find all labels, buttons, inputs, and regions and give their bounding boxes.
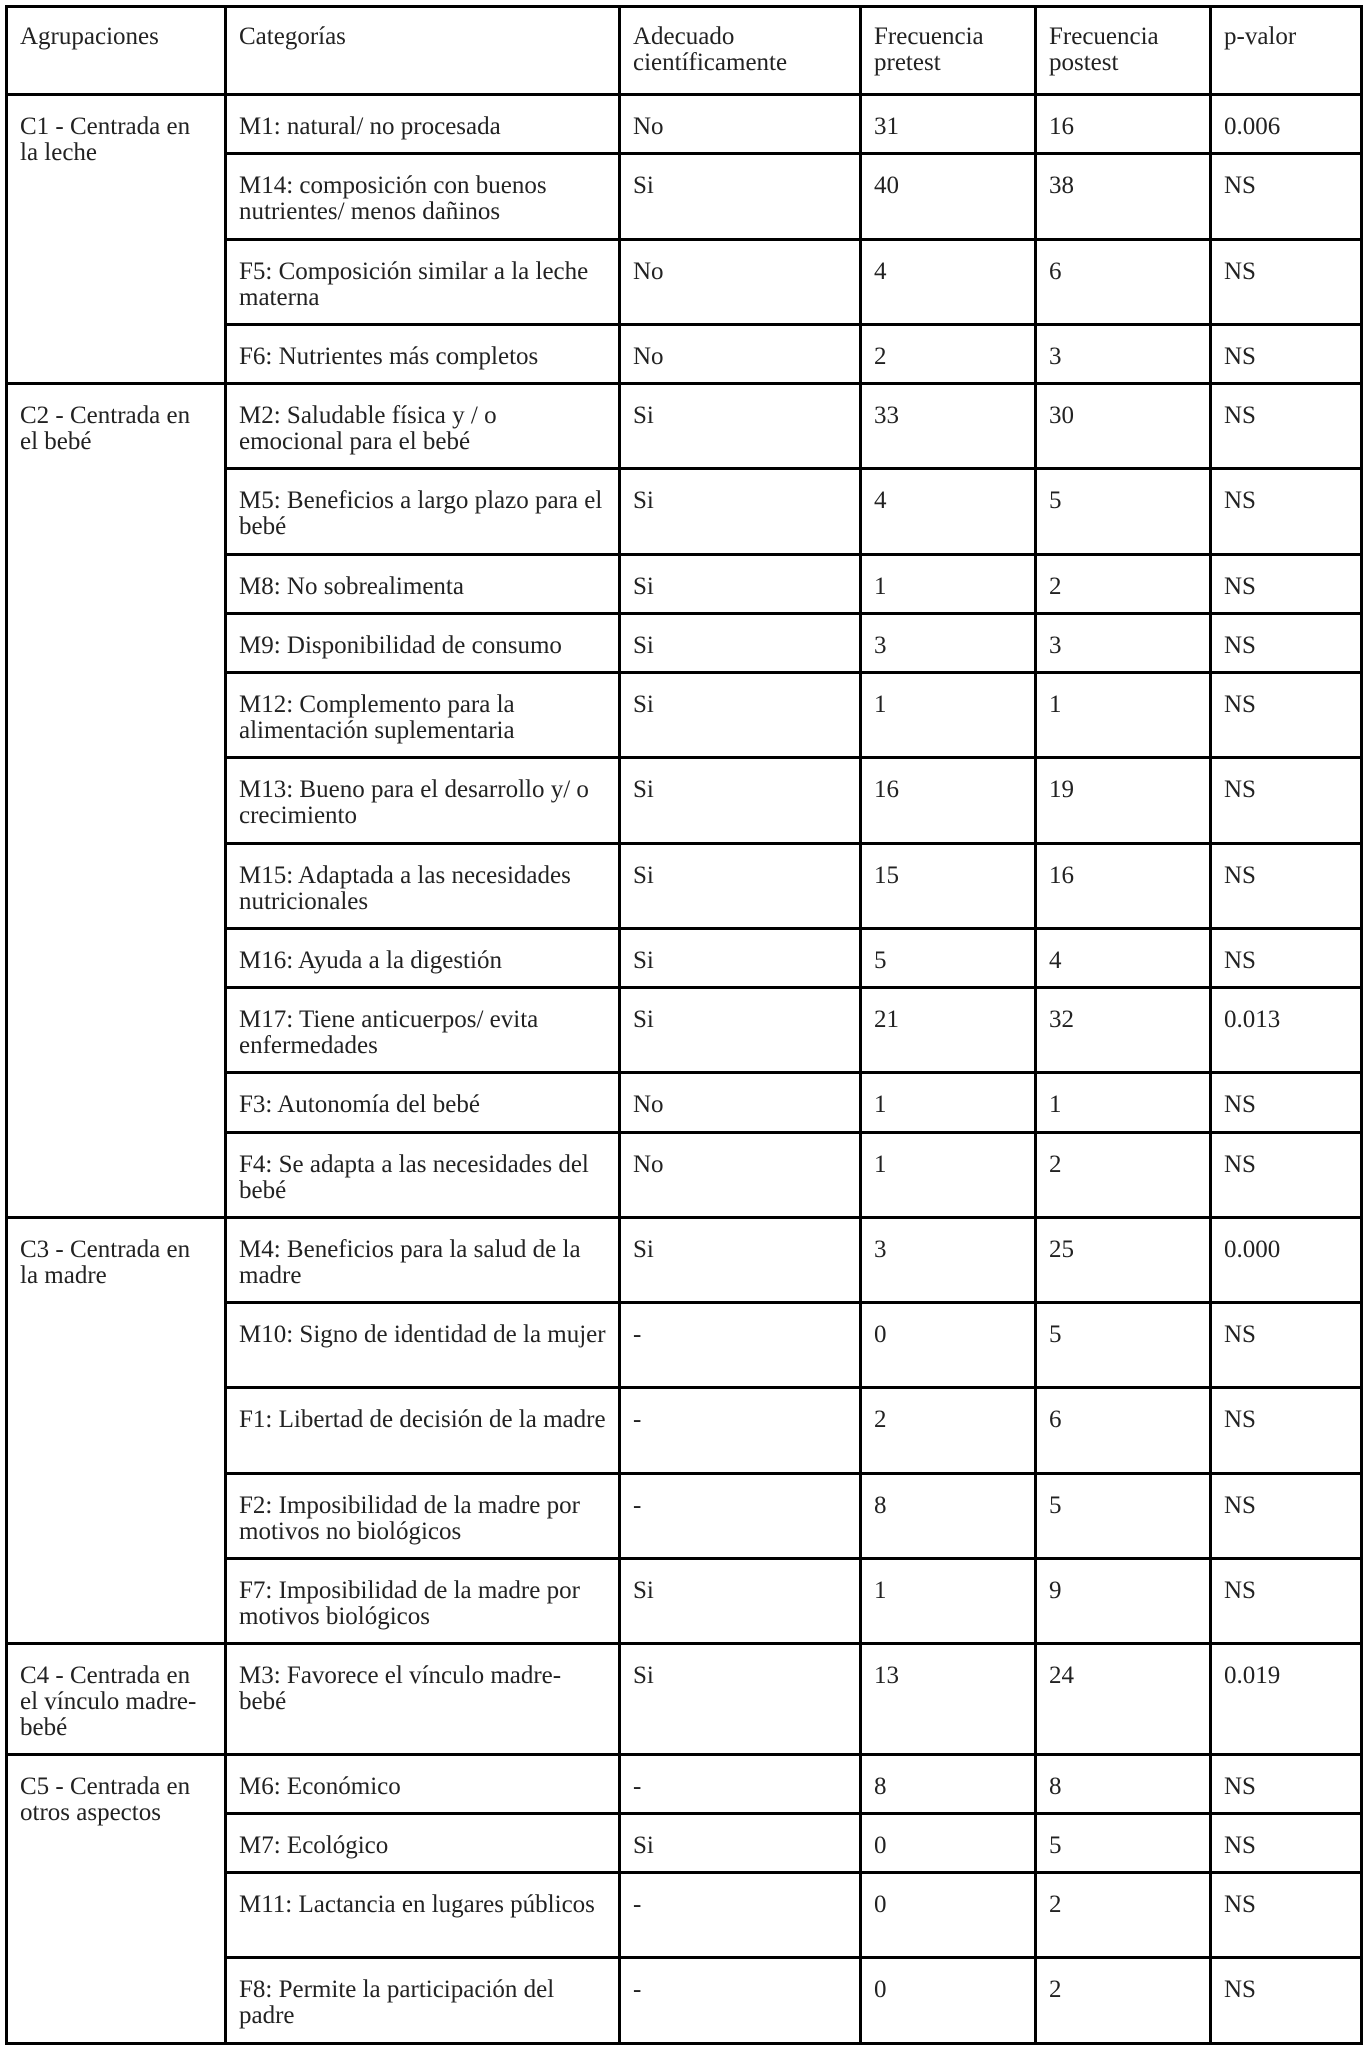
postest-cell: 2 bbox=[1036, 1958, 1211, 2044]
postest-cell: 3 bbox=[1036, 324, 1211, 383]
group-label-c1: C1 - Centrada en la leche bbox=[7, 95, 226, 384]
postest-cell: 2 bbox=[1036, 1132, 1211, 1217]
categoria-cell: F4: Se adapta a las necesidades del bebé bbox=[226, 1132, 620, 1217]
p-valor-cell: NS bbox=[1211, 1754, 1362, 1813]
categoria-cell: F8: Permite la participación del padre bbox=[226, 1958, 620, 2044]
pretest-cell: 16 bbox=[861, 758, 1036, 843]
pretest-cell: 2 bbox=[861, 324, 1036, 383]
categoria-cell: F5: Composición similar a la leche materna bbox=[226, 239, 620, 324]
p-valor-cell: NS bbox=[1211, 1873, 1362, 1958]
pretest-cell: 1 bbox=[861, 1132, 1036, 1217]
pretest-cell: 0 bbox=[861, 1958, 1036, 2044]
p-valor-cell: 0.019 bbox=[1211, 1644, 1362, 1754]
table-row bbox=[7, 95, 1362, 154]
adecuado-cell: No bbox=[620, 95, 861, 154]
pretest-cell: 2 bbox=[861, 1388, 1036, 1473]
postest-cell: 5 bbox=[1036, 469, 1211, 554]
adecuado-cell: Si bbox=[620, 1813, 861, 1872]
adecuado-cell: - bbox=[620, 1388, 861, 1473]
postest-cell: 16 bbox=[1036, 95, 1211, 154]
pretest-cell: 40 bbox=[861, 154, 1036, 239]
postest-cell: 38 bbox=[1036, 154, 1211, 239]
pretest-cell: 1 bbox=[861, 1073, 1036, 1132]
pretest-cell: 13 bbox=[861, 1644, 1036, 1754]
postest-cell: 3 bbox=[1036, 613, 1211, 672]
adecuado-cell: - bbox=[620, 1754, 861, 1813]
adecuado-cell: No bbox=[620, 324, 861, 383]
adecuado-cell: - bbox=[620, 1958, 861, 2044]
pretest-cell: 8 bbox=[861, 1754, 1036, 1813]
pretest-cell: 33 bbox=[861, 384, 1036, 469]
postest-cell: 6 bbox=[1036, 239, 1211, 324]
p-valor-cell: 0.006 bbox=[1211, 95, 1362, 154]
p-valor-cell: NS bbox=[1211, 1073, 1362, 1132]
categoria-cell: F6: Nutrientes más completos bbox=[226, 324, 620, 383]
categoria-cell: F1: Libertad de decisión de la madre bbox=[226, 1388, 620, 1473]
adecuado-cell: - bbox=[620, 1303, 861, 1388]
p-valor-cell: NS bbox=[1211, 239, 1362, 324]
p-valor-cell: NS bbox=[1211, 1813, 1362, 1872]
adecuado-cell: Si bbox=[620, 988, 861, 1073]
postest-cell: 19 bbox=[1036, 758, 1211, 843]
p-valor-cell: 0.013 bbox=[1211, 988, 1362, 1073]
postest-cell: 24 bbox=[1036, 1644, 1211, 1754]
p-valor-cell: NS bbox=[1211, 384, 1362, 469]
p-valor-cell: NS bbox=[1211, 554, 1362, 613]
postest-cell: 4 bbox=[1036, 928, 1211, 987]
postest-cell: 25 bbox=[1036, 1217, 1211, 1302]
postest-cell: 8 bbox=[1036, 1754, 1211, 1813]
adecuado-cell: Si bbox=[620, 469, 861, 554]
pretest-cell: 0 bbox=[861, 1813, 1036, 1872]
group-label-c3: C3 - Centrada en la madre bbox=[7, 1217, 226, 1643]
header-adecuado: Adecuado científicamente bbox=[620, 7, 861, 95]
p-valor-cell: NS bbox=[1211, 928, 1362, 987]
pretest-cell: 1 bbox=[861, 1559, 1036, 1644]
p-valor-cell: NS bbox=[1211, 843, 1362, 928]
p-valor-cell: NS bbox=[1211, 1473, 1362, 1558]
postest-cell: 2 bbox=[1036, 1873, 1211, 1958]
table-row bbox=[7, 1217, 1362, 1302]
p-valor-cell: NS bbox=[1211, 758, 1362, 843]
postest-cell: 1 bbox=[1036, 1073, 1211, 1132]
postest-cell: 5 bbox=[1036, 1813, 1211, 1872]
postest-cell: 32 bbox=[1036, 988, 1211, 1073]
adecuado-cell: Si bbox=[620, 928, 861, 987]
adecuado-cell: Si bbox=[620, 843, 861, 928]
header-frecuencia-pretest: Frecuencia pretest bbox=[861, 7, 1036, 95]
pretest-cell: 15 bbox=[861, 843, 1036, 928]
postest-cell: 5 bbox=[1036, 1473, 1211, 1558]
categoria-cell: M15: Adaptada a las necesidades nutricionales bbox=[226, 843, 620, 928]
postest-cell: 16 bbox=[1036, 843, 1211, 928]
adecuado-cell: No bbox=[620, 239, 861, 324]
pretest-cell: 4 bbox=[861, 239, 1036, 324]
p-valor-cell: NS bbox=[1211, 1303, 1362, 1388]
pretest-cell: 21 bbox=[861, 988, 1036, 1073]
categoria-cell: M13: Bueno para el desarrollo y/ o crecimiento bbox=[226, 758, 620, 843]
adecuado-cell: Si bbox=[620, 1217, 861, 1302]
p-valor-cell: NS bbox=[1211, 1132, 1362, 1217]
postest-cell: 9 bbox=[1036, 1559, 1211, 1644]
pretest-cell: 3 bbox=[861, 613, 1036, 672]
categoria-cell: M10: Signo de identidad de la mujer bbox=[226, 1303, 620, 1388]
categoria-cell: M16: Ayuda a la digestión bbox=[226, 928, 620, 987]
categoria-cell: M17: Tiene anticuerpos/ evita enfermedades bbox=[226, 988, 620, 1073]
categoria-cell: M2: Saludable física y / o emocional para el bebé bbox=[226, 384, 620, 469]
adecuado-cell: Si bbox=[620, 1559, 861, 1644]
categoria-cell: F2: Imposibilidad de la madre por motivos no biológicos bbox=[226, 1473, 620, 1558]
p-valor-cell: NS bbox=[1211, 1559, 1362, 1644]
header-frecuencia-postest: Frecuencia postest bbox=[1036, 7, 1211, 95]
adecuado-cell: Si bbox=[620, 384, 861, 469]
pretest-cell: 0 bbox=[861, 1303, 1036, 1388]
pretest-cell: 4 bbox=[861, 469, 1036, 554]
results-table bbox=[5, 5, 1363, 2045]
pretest-cell: 1 bbox=[861, 673, 1036, 758]
postest-cell: 5 bbox=[1036, 1303, 1211, 1388]
p-valor-cell: NS bbox=[1211, 1388, 1362, 1473]
p-valor-cell: NS bbox=[1211, 469, 1362, 554]
categoria-cell: M3: Favorece el vínculo madre-bebé bbox=[226, 1644, 620, 1754]
categoria-cell: M6: Económico bbox=[226, 1754, 620, 1813]
categoria-cell: M14: composición con buenos nutrientes/ menos dañinos bbox=[226, 154, 620, 239]
table-row bbox=[7, 1754, 1362, 1813]
table-row bbox=[7, 1644, 1362, 1754]
group-label-c4: C4 - Centrada en el vínculo madre-bebé bbox=[7, 1644, 226, 1754]
pretest-cell: 0 bbox=[861, 1873, 1036, 1958]
categoria-cell: M8: No sobrealimenta bbox=[226, 554, 620, 613]
categoria-cell: M9: Disponibilidad de consumo bbox=[226, 613, 620, 672]
adecuado-cell: Si bbox=[620, 673, 861, 758]
adecuado-cell: No bbox=[620, 1132, 861, 1217]
categoria-cell: M11: Lactancia en lugares públicos bbox=[226, 1873, 620, 1958]
header-categorias: Categorías bbox=[226, 7, 620, 95]
adecuado-cell: - bbox=[620, 1473, 861, 1558]
pretest-cell: 1 bbox=[861, 554, 1036, 613]
categoria-cell: M7: Ecológico bbox=[226, 1813, 620, 1872]
adecuado-cell: - bbox=[620, 1873, 861, 1958]
categoria-cell: F7: Imposibilidad de la madre por motivos biológicos bbox=[226, 1559, 620, 1644]
p-valor-cell: NS bbox=[1211, 673, 1362, 758]
group-label-c5: C5 - Centrada en otros aspectos bbox=[7, 1754, 226, 2043]
adecuado-cell: No bbox=[620, 1073, 861, 1132]
header-p-valor: p-valor bbox=[1211, 7, 1362, 95]
adecuado-cell: Si bbox=[620, 1644, 861, 1754]
pretest-cell: 31 bbox=[861, 95, 1036, 154]
group-label-c2: C2 - Centrada en el bebé bbox=[7, 384, 226, 1218]
pretest-cell: 3 bbox=[861, 1217, 1036, 1302]
header-row bbox=[7, 7, 1362, 95]
p-valor-cell: NS bbox=[1211, 1958, 1362, 2044]
postest-cell: 1 bbox=[1036, 673, 1211, 758]
postest-cell: 30 bbox=[1036, 384, 1211, 469]
p-valor-cell: 0.000 bbox=[1211, 1217, 1362, 1302]
categoria-cell: F3: Autonomía del bebé bbox=[226, 1073, 620, 1132]
postest-cell: 6 bbox=[1036, 1388, 1211, 1473]
adecuado-cell: Si bbox=[620, 554, 861, 613]
adecuado-cell: Si bbox=[620, 613, 861, 672]
p-valor-cell: NS bbox=[1211, 324, 1362, 383]
adecuado-cell: Si bbox=[620, 758, 861, 843]
p-valor-cell: NS bbox=[1211, 613, 1362, 672]
table-row bbox=[7, 384, 1362, 469]
categoria-cell: M5: Beneficios a largo plazo para el bebé bbox=[226, 469, 620, 554]
p-valor-cell: NS bbox=[1211, 154, 1362, 239]
header-agrupaciones: Agrupaciones bbox=[7, 7, 226, 95]
adecuado-cell: Si bbox=[620, 154, 861, 239]
categoria-cell: M12: Complemento para la alimentación suplementaria bbox=[226, 673, 620, 758]
pretest-cell: 5 bbox=[861, 928, 1036, 987]
categoria-cell: M1: natural/ no procesada bbox=[226, 95, 620, 154]
categoria-cell: M4: Beneficios para la salud de la madre bbox=[226, 1217, 620, 1302]
pretest-cell: 8 bbox=[861, 1473, 1036, 1558]
postest-cell: 2 bbox=[1036, 554, 1211, 613]
